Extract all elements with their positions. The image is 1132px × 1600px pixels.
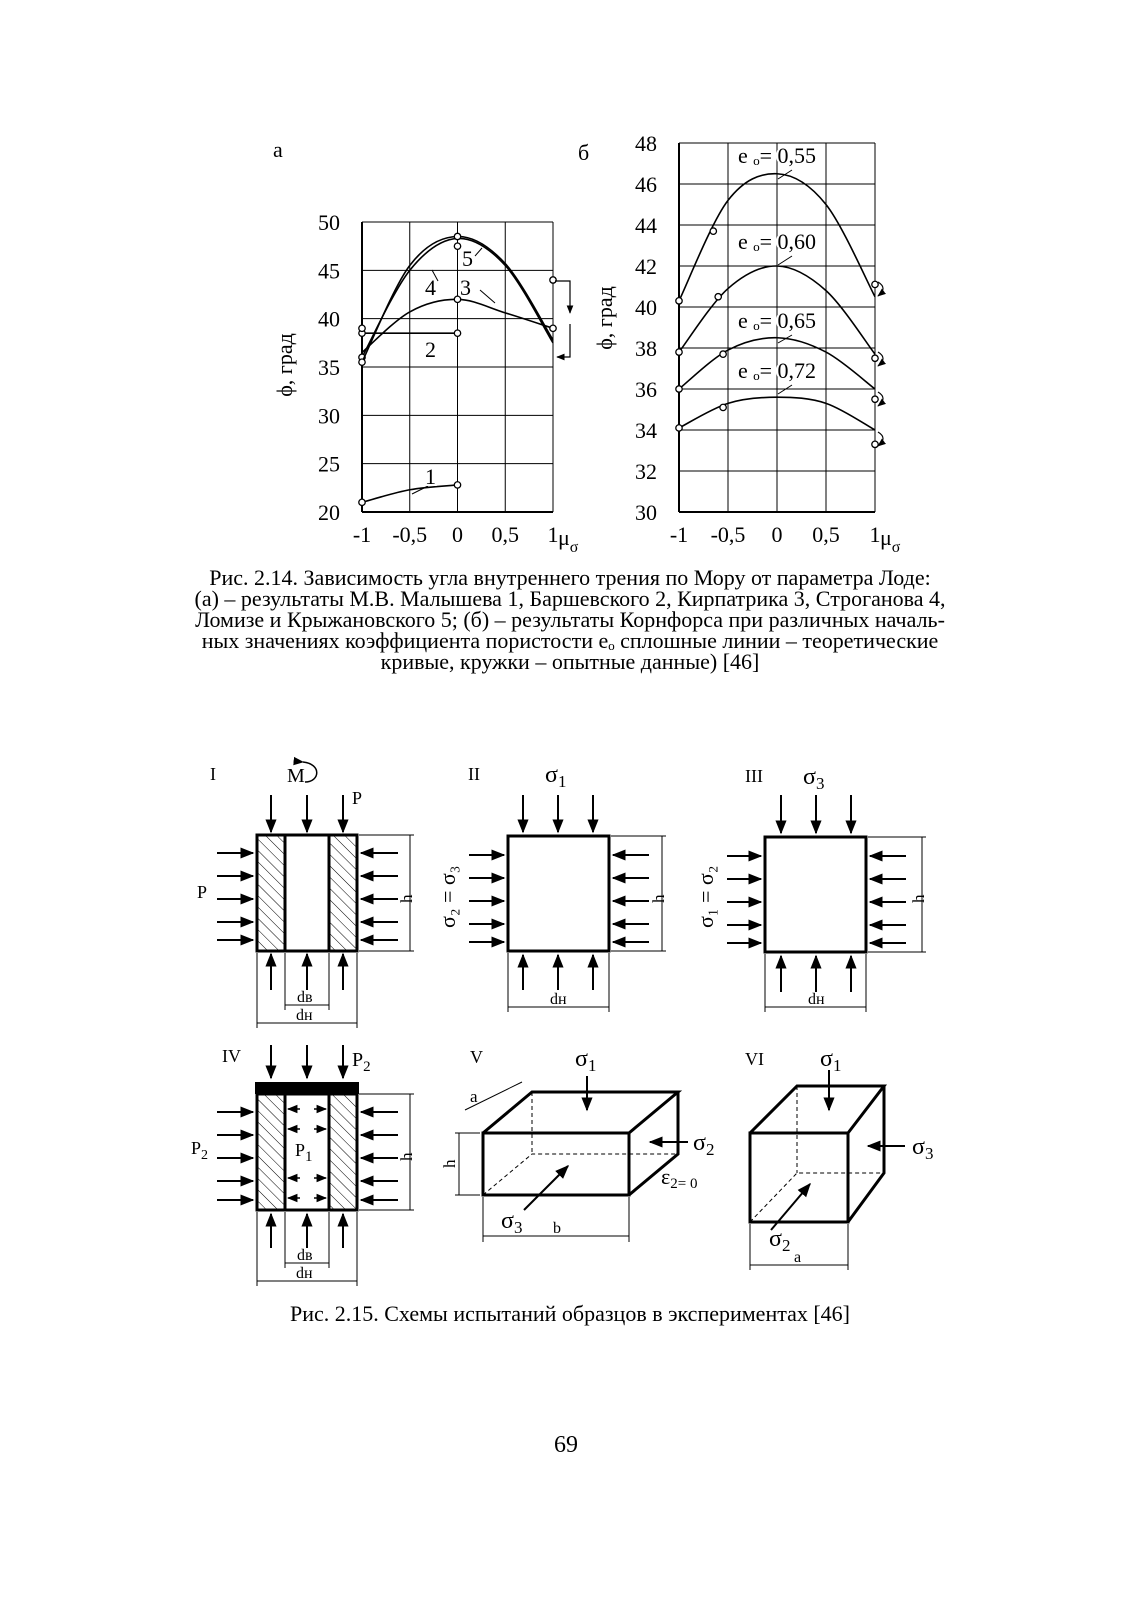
- y-tick-label: 50: [318, 210, 340, 235]
- x-tick-label: 0,5: [491, 522, 519, 547]
- sigma1-label: $\sigma_1$: [545, 762, 567, 791]
- specimen-outline: [765, 837, 866, 952]
- data-point: [720, 351, 726, 357]
- sigma2-label: $\sigma_2$: [769, 1226, 791, 1255]
- data-point: [359, 499, 365, 505]
- y-tick-label: 48: [635, 131, 657, 156]
- y-tick-label: 36: [635, 377, 657, 402]
- x-tick-label: 1: [547, 522, 559, 547]
- series-label: 3: [460, 275, 471, 300]
- data-point: [359, 325, 365, 331]
- chart-a-ylabel: ϕ, град: [272, 333, 297, 397]
- h-label: h: [440, 1159, 459, 1168]
- data-point: [872, 441, 878, 447]
- strain-label: ε2= 0: [661, 1164, 698, 1192]
- series-label: e ₒ= 0,65: [738, 308, 817, 333]
- width-label: dн: [808, 991, 825, 1008]
- scheme-label: IV: [222, 1046, 241, 1066]
- data-point: [454, 233, 460, 239]
- y-tick-label: 20: [318, 500, 340, 525]
- chart-a-side-arrows: [555, 281, 570, 357]
- data-point: [676, 298, 682, 304]
- figure-2-14-caption: [100, 567, 1040, 672]
- specimen-outline: [508, 836, 609, 951]
- y-tick-label: 40: [318, 306, 340, 332]
- data-point: [454, 243, 460, 249]
- a-label: a: [794, 1249, 802, 1266]
- data-point: [454, 482, 460, 488]
- y-tick-label: 30: [318, 403, 340, 429]
- series-label: 1: [425, 464, 436, 489]
- y-tick-label: 46: [635, 172, 657, 197]
- wall-left: [257, 1094, 285, 1210]
- x-tick-label: 0: [452, 522, 463, 547]
- caption-line: кривые, кружки – опытные данные) [46]: [380, 649, 760, 674]
- d-outer-label: dн: [296, 1007, 313, 1024]
- d-outer-label: dн: [296, 1265, 313, 1282]
- x-tick-label: -1: [669, 522, 689, 547]
- data-point: [676, 349, 682, 355]
- loading-plate: [255, 1082, 359, 1094]
- caption-line: Рис. 2.14. Зависимость угла внутреннего трения по Мору от параметра Лоде:: [209, 565, 931, 590]
- side-load-label: P: [197, 882, 208, 902]
- scheme-label: II: [468, 764, 480, 784]
- scheme-V: [440, 1046, 714, 1242]
- b-label: b: [553, 1220, 561, 1237]
- series-label-leader: [778, 256, 792, 265]
- caption-line: (а) – результаты М.В. Малышева 1, Баршевского 2, Кирпатрика 3, Строганова 4,: [194, 586, 946, 611]
- height-label: h: [909, 894, 928, 903]
- wall-right: [329, 835, 357, 951]
- chart-b-panel-label: б: [578, 140, 590, 165]
- scheme-III: [693, 764, 928, 1012]
- scheme-label: VI: [745, 1049, 764, 1069]
- sigma1-label: $\sigma_1$: [820, 1046, 842, 1075]
- y-tick-label: 35: [318, 355, 340, 380]
- sigma1-label: $\sigma_1$: [575, 1046, 597, 1075]
- x-tick-label: 0,5: [812, 522, 840, 547]
- y-tick-label: 42: [635, 254, 657, 279]
- load-label: P: [352, 788, 363, 808]
- series-label: 2: [425, 337, 436, 362]
- d-inner-label: dв: [297, 1247, 313, 1264]
- scheme-label: I: [210, 764, 216, 784]
- data-point: [720, 404, 726, 410]
- data-point: [550, 325, 556, 331]
- data-point: [872, 355, 878, 361]
- inner-pressure-label: $P_1$: [295, 1140, 313, 1165]
- side-stress-label: σ₂ = σ₃: [435, 865, 460, 928]
- sigma2-label: $\sigma_2$: [693, 1130, 715, 1159]
- sigma3-label: $\sigma_3$: [501, 1208, 523, 1237]
- y-tick-label: 32: [635, 459, 657, 484]
- y-tick-label: 34: [635, 418, 657, 443]
- height-label: h: [649, 894, 668, 903]
- chart-b: [635, 131, 883, 547]
- chart-b-xlabel: $\mu_\sigma$: [880, 525, 901, 556]
- a-label: a: [470, 1087, 478, 1106]
- page-number: 69: [554, 1432, 578, 1458]
- moment-arrow-icon: [303, 762, 317, 782]
- chart-a-panel-label: а: [273, 137, 283, 162]
- wall-left: [257, 835, 285, 951]
- height-label: h: [397, 1152, 416, 1161]
- data-point: [550, 277, 556, 283]
- d-inner-label: dв: [297, 989, 313, 1006]
- data-point: [676, 425, 682, 431]
- height-label: h: [397, 894, 416, 903]
- load-label: $P_2$: [352, 1049, 371, 1075]
- sigma3-label: $\sigma_3$: [803, 764, 825, 793]
- side-load-label: $P_2$: [191, 1138, 209, 1163]
- chart-a: [318, 210, 559, 547]
- chart-a-xlabel: $\mu_\sigma$: [558, 525, 579, 556]
- data-point: [715, 294, 721, 300]
- series-label: 5: [462, 246, 473, 271]
- x-tick-label: -0,5: [710, 522, 746, 547]
- sigma3-label: $\sigma_3$: [912, 1134, 934, 1163]
- series-label-leader: [475, 248, 482, 256]
- scheme-label: III: [745, 766, 763, 786]
- y-tick-label: 25: [318, 451, 340, 477]
- x-tick-label: -0,5: [392, 522, 428, 547]
- figure-2-14-charts: [0, 0, 1132, 560]
- data-point: [676, 386, 682, 392]
- scheme-IV: [191, 1045, 416, 1286]
- series-label: 4: [425, 275, 436, 300]
- y-tick-label: 45: [318, 258, 340, 284]
- figure-2-15-caption: Рис. 2.15. Схемы испытаний образцов в экспериментах [46]: [289, 1301, 851, 1326]
- scheme-I: [197, 762, 416, 1028]
- y-tick-label: 30: [635, 500, 657, 525]
- width-label: dн: [550, 991, 567, 1008]
- caption-line: ных значениях коэффициента пористости eₒ сплошные линии – теоретические: [201, 628, 939, 653]
- moment-label: M: [287, 765, 305, 787]
- side-stress-label: σ₁ = σ₂: [693, 865, 718, 928]
- data-point: [454, 330, 460, 336]
- data-point: [872, 396, 878, 402]
- series-label: e ₒ= 0,55: [738, 143, 817, 168]
- y-tick-label: 38: [635, 336, 657, 361]
- data-point: [359, 359, 365, 365]
- scheme-VI: [745, 1046, 933, 1270]
- x-tick-label: 0: [771, 522, 783, 547]
- data-point: [710, 228, 716, 234]
- y-tick-label: 40: [635, 295, 657, 320]
- chart-b-ylabel: ϕ, град: [592, 286, 617, 350]
- caption-line: Ломизе и Крыжановского 5; (б) – результаты Корнфорса при различных началь-: [195, 607, 945, 632]
- y-tick-label: 44: [635, 213, 657, 238]
- series-label: e ₒ= 0,72: [738, 358, 817, 383]
- scheme-II: [435, 762, 668, 1012]
- scheme-label: V: [470, 1047, 483, 1067]
- x-tick-label: -1: [352, 522, 372, 547]
- wall-right: [329, 1094, 357, 1210]
- x-tick-label: 1: [869, 522, 881, 547]
- data-point: [872, 281, 878, 287]
- figure-2-15-schemes: [0, 740, 1132, 1300]
- series-label: e ₒ= 0,60: [738, 229, 817, 254]
- series-label-leader: [480, 290, 495, 303]
